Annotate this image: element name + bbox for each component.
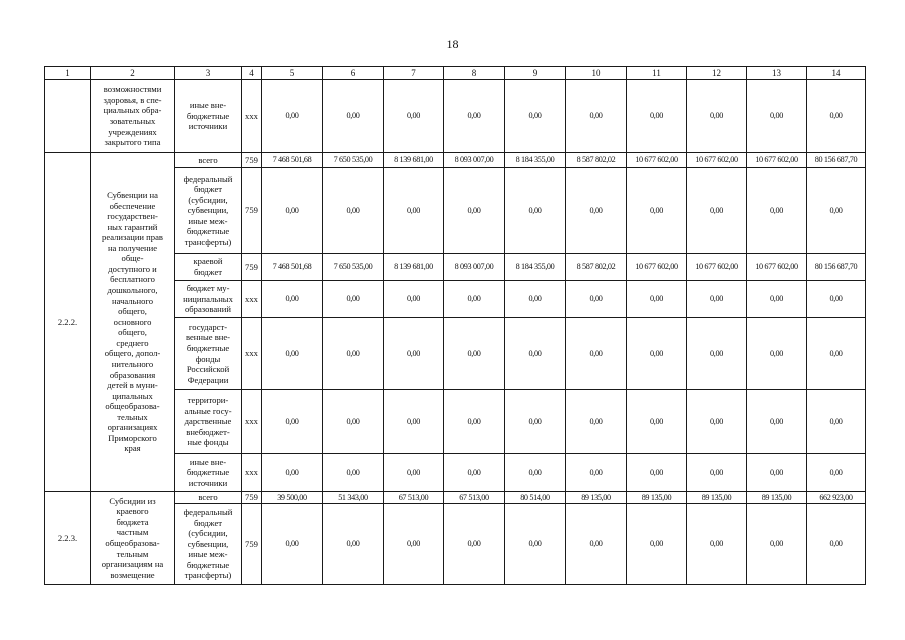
amount-cell: 0,00 [747,390,807,454]
budget-code-cell: 759 [242,153,262,168]
row-description-cell: Субвенции на обеспечение государствен- ных гарантий реализации прав на получение обще- доступного и бесплатного дошкольного, начального общего, основного общего, среднего общего, допол- нительного образования детей в муни- ципальных общеобразова- тельных организациях Приморского края [91,153,175,492]
amount-cell: 39 500,00 [262,492,323,504]
amount-cell: 8 093 007,00 [444,153,505,168]
budget-code-cell: 759 [242,492,262,504]
budget-code-cell: 759 [242,254,262,281]
amount-cell: 0,00 [566,168,627,254]
amount-cell: 80 514,00 [505,492,566,504]
amount-cell: 10 677 602,00 [627,254,687,281]
column-number-header: 6 [323,67,384,80]
amount-cell: 0,00 [323,80,384,153]
column-number-row [45,67,866,80]
budget-code-cell: 759 [242,504,262,585]
amount-cell: 0,00 [687,281,747,318]
amount-cell: 0,00 [807,390,866,454]
funding-source-cell: иные вне- бюджетные источники [175,80,242,153]
amount-cell: 0,00 [747,281,807,318]
row-number-cell [45,80,91,153]
funding-source-cell: федеральный бюджет (субсидии, субвенции, иные меж- бюджетные трансферты) [175,168,242,254]
amount-cell: 0,00 [627,168,687,254]
column-number-header: 10 [566,67,627,80]
amount-cell: 0,00 [444,168,505,254]
row-number-cell: 2.2.2. [45,153,91,492]
budget-code-cell: xxx [242,454,262,492]
amount-cell: 0,00 [747,318,807,390]
amount-cell: 0,00 [627,318,687,390]
amount-cell: 0,00 [323,168,384,254]
row-description-cell: возможностями здоровья, в спе- циальных обра- зовательных учреждениях закрытого типа [91,80,175,153]
amount-cell: 0,00 [444,281,505,318]
amount-cell: 0,00 [807,454,866,492]
column-number-header: 14 [807,67,866,80]
column-number-header: 1 [45,67,91,80]
page-number: 18 [446,37,459,51]
amount-cell: 0,00 [807,504,866,585]
amount-cell: 0,00 [627,390,687,454]
amount-cell: 0,00 [444,454,505,492]
row-description-cell: Субсидии из краевого бюджета частным общеобразова- тельным организациям на возмещение [91,492,175,585]
amount-cell: 0,00 [627,80,687,153]
budget-code-cell: 759 [242,168,262,254]
amount-cell: 0,00 [384,390,444,454]
column-number-header: 13 [747,67,807,80]
amount-cell: 0,00 [747,168,807,254]
amount-cell: 0,00 [384,281,444,318]
funding-source-cell: всего [175,153,242,168]
amount-cell: 10 677 602,00 [687,254,747,281]
column-number-header: 12 [687,67,747,80]
table-row [45,80,866,153]
amount-cell: 10 677 602,00 [687,153,747,168]
column-number-header: 2 [91,67,175,80]
amount-cell: 0,00 [747,504,807,585]
amount-cell: 0,00 [262,390,323,454]
amount-cell: 0,00 [323,318,384,390]
amount-cell: 0,00 [807,168,866,254]
budget-code-cell: xxx [242,318,262,390]
table-row [45,153,866,168]
funding-source-cell: государст- венные вне- бюджетные фонды Российской Федерации [175,318,242,390]
amount-cell: 0,00 [627,454,687,492]
amount-cell: 0,00 [566,318,627,390]
amount-cell: 80 156 687,70 [807,153,866,168]
funding-source-cell: всего [175,492,242,504]
amount-cell: 8 587 802,02 [566,254,627,281]
amount-cell: 0,00 [505,168,566,254]
funding-source-cell: иные вне- бюджетные источники [175,454,242,492]
table-row [45,492,866,504]
table-body [45,80,866,585]
amount-cell: 0,00 [807,281,866,318]
amount-cell: 0,00 [444,390,505,454]
amount-cell: 0,00 [262,318,323,390]
amount-cell: 0,00 [384,504,444,585]
budget-code-cell: xxx [242,390,262,454]
amount-cell: 8 587 802,02 [566,153,627,168]
amount-cell: 8 139 681,00 [384,254,444,281]
amount-cell: 7 650 535,00 [323,153,384,168]
amount-cell: 0,00 [323,504,384,585]
amount-cell: 0,00 [444,318,505,390]
amount-cell: 0,00 [384,80,444,153]
amount-cell: 0,00 [807,318,866,390]
column-number-header: 8 [444,67,505,80]
amount-cell: 10 677 602,00 [747,153,807,168]
amount-cell: 0,00 [262,504,323,585]
amount-cell: 8 184 355,00 [505,254,566,281]
amount-cell: 0,00 [323,454,384,492]
column-number-header: 11 [627,67,687,80]
amount-cell: 89 135,00 [747,492,807,504]
amount-cell: 662 923,00 [807,492,866,504]
amount-cell: 10 677 602,00 [627,153,687,168]
column-number-header: 5 [262,67,323,80]
amount-cell: 0,00 [505,80,566,153]
amount-cell: 10 677 602,00 [747,254,807,281]
column-number-header: 9 [505,67,566,80]
amount-cell: 0,00 [566,454,627,492]
amount-cell: 0,00 [807,80,866,153]
amount-cell: 0,00 [566,281,627,318]
amount-cell: 0,00 [505,318,566,390]
amount-cell: 0,00 [687,454,747,492]
amount-cell: 0,00 [262,454,323,492]
amount-cell: 0,00 [687,504,747,585]
budget-code-cell: xxx [242,281,262,318]
amount-cell: 0,00 [566,390,627,454]
amount-cell: 0,00 [262,168,323,254]
funding-source-cell: краевой бюджет [175,254,242,281]
column-number-header: 7 [384,67,444,80]
amount-cell: 0,00 [687,80,747,153]
row-number-cell: 2.2.3. [45,492,91,585]
amount-cell: 7 468 501,68 [262,153,323,168]
amount-cell: 8 093 007,00 [444,254,505,281]
amount-cell: 0,00 [323,390,384,454]
amount-cell: 0,00 [627,504,687,585]
amount-cell: 7 650 535,00 [323,254,384,281]
amount-cell: 0,00 [262,281,323,318]
amount-cell: 0,00 [505,454,566,492]
amount-cell: 0,00 [687,390,747,454]
funding-source-cell: территори- альные госу- дарственные внебюджет- ные фонды [175,390,242,454]
amount-cell: 89 135,00 [566,492,627,504]
amount-cell: 0,00 [566,504,627,585]
amount-cell: 0,00 [262,80,323,153]
amount-cell: 67 513,00 [444,492,505,504]
amount-cell: 0,00 [505,390,566,454]
amount-cell: 80 156 687,70 [807,254,866,281]
budget-table [44,66,866,585]
amount-cell: 51 343,00 [323,492,384,504]
amount-cell: 89 135,00 [687,492,747,504]
funding-source-cell: федеральный бюджет (субсидии, субвенции, иные меж- бюджетные трансферты) [175,504,242,585]
amount-cell: 0,00 [444,80,505,153]
column-number-header: 4 [242,67,262,80]
funding-source-cell: бюджет му- ниципальных образований [175,281,242,318]
amount-cell: 0,00 [384,318,444,390]
amount-cell: 8 184 355,00 [505,153,566,168]
budget-code-cell: xxx [242,80,262,153]
amount-cell: 0,00 [627,281,687,318]
amount-cell: 0,00 [747,80,807,153]
amount-cell: 0,00 [384,168,444,254]
column-number-header: 3 [175,67,242,80]
amount-cell: 0,00 [505,504,566,585]
amount-cell: 67 513,00 [384,492,444,504]
amount-cell: 0,00 [384,454,444,492]
amount-cell: 0,00 [687,318,747,390]
amount-cell: 0,00 [444,504,505,585]
amount-cell: 0,00 [687,168,747,254]
amount-cell: 0,00 [566,80,627,153]
amount-cell: 8 139 681,00 [384,153,444,168]
amount-cell: 7 468 501,68 [262,254,323,281]
amount-cell: 0,00 [747,454,807,492]
amount-cell: 89 135,00 [627,492,687,504]
amount-cell: 0,00 [323,281,384,318]
amount-cell: 0,00 [505,281,566,318]
